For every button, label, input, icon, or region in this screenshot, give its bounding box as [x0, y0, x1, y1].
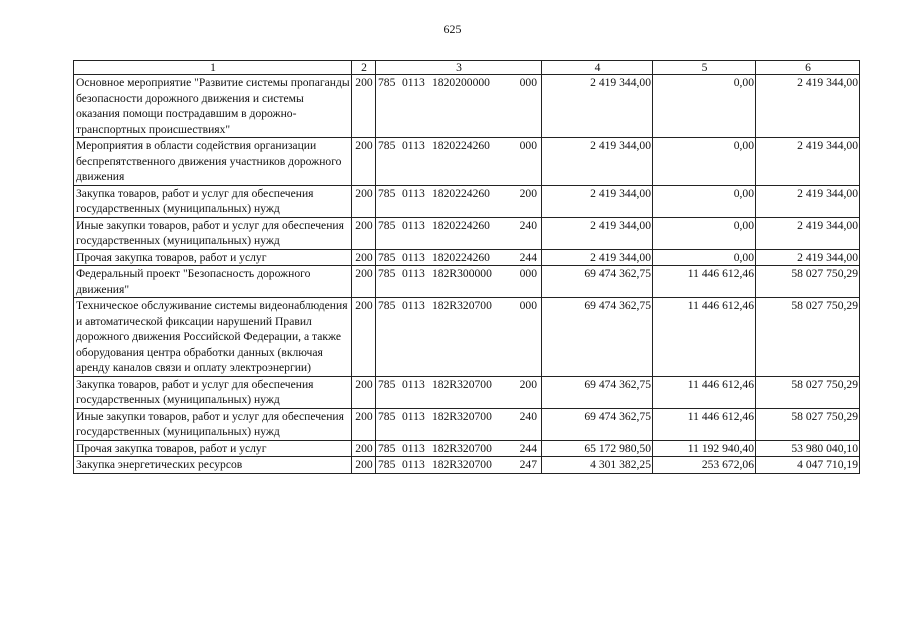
table-row: [74, 408, 860, 440]
row-amount-col6: 58 027 750,29: [756, 298, 860, 377]
table-row: [74, 138, 860, 186]
row-amount-col4: 65 172 980,50: [542, 440, 653, 457]
row-grbs: 200: [352, 138, 376, 186]
code-ved: 785: [378, 267, 396, 280]
code-expense-type: 240: [519, 218, 537, 232]
column-header: 4: [542, 61, 653, 75]
row-amount-col4: 69 474 362,75: [542, 298, 653, 377]
row-name: Федеральный проект "Безопасность дорожного движения": [74, 266, 352, 298]
row-amount-col6: 58 027 750,29: [756, 376, 860, 408]
page-number: 625: [443, 22, 462, 36]
table-row: [74, 266, 860, 298]
table-body: [74, 75, 860, 474]
code-target-article: 182R320700: [432, 377, 492, 391]
code-target-article: 182R300000: [432, 267, 492, 280]
row-amount-col4: 4 301 382,25: [542, 457, 653, 474]
code-target-article: 182R320700: [432, 299, 492, 312]
code-expense-type: 000: [519, 299, 537, 312]
row-name: Закупка энергетических ресурсов: [74, 457, 352, 474]
code-expense-type: 200: [519, 377, 537, 391]
row-name: Мероприятия в области содействия организации беспрепятственного движения участников дорожного движения: [74, 138, 352, 186]
row-amount-col5: 0,00: [653, 185, 756, 217]
code-section: 0113: [402, 76, 425, 89]
row-grbs: 200: [352, 457, 376, 474]
row-name: Основное мероприятие "Развитие системы пропаганды безопасности дорожного движения и системы оказания помощи пострадавшим в дорожно-транспортных происшествиях": [74, 75, 352, 138]
row-name: Иные закупки товаров, работ и услуг для обеспечения государственных (муниципальных) нужд: [74, 217, 352, 249]
table-row: [74, 298, 860, 377]
row-amount-col4: 69 474 362,75: [542, 376, 653, 408]
code-section: 0113: [402, 250, 425, 264]
row-amount-col6: 2 419 344,00: [756, 75, 860, 138]
row-classification-code: [376, 185, 542, 217]
code-ved: 785: [378, 377, 396, 391]
row-grbs: 200: [352, 376, 376, 408]
row-amount-col6: 2 419 344,00: [756, 217, 860, 249]
code-target-article: 1820224260: [432, 139, 490, 152]
table-row: [74, 457, 860, 474]
code-ved: 785: [378, 409, 396, 423]
code-expense-type: 000: [519, 267, 537, 280]
budget-table: [73, 60, 860, 474]
row-classification-code: [376, 298, 542, 377]
code-section: 0113: [402, 139, 425, 152]
row-amount-col6: 58 027 750,29: [756, 266, 860, 298]
row-amount-col6: 2 419 344,00: [756, 185, 860, 217]
row-amount-col4: 2 419 344,00: [542, 75, 653, 138]
table-row: [74, 440, 860, 457]
code-section: 0113: [402, 441, 425, 455]
row-amount-col6: 2 419 344,00: [756, 249, 860, 266]
row-classification-code: [376, 138, 542, 186]
row-amount-col6: 58 027 750,29: [756, 408, 860, 440]
code-target-article: 1820224260: [432, 218, 490, 232]
table-row: [74, 249, 860, 266]
row-amount-col4: 69 474 362,75: [542, 266, 653, 298]
code-expense-type: 240: [519, 409, 537, 423]
row-amount-col5: 11 192 940,40: [653, 440, 756, 457]
code-expense-type: 244: [519, 250, 537, 264]
row-amount-col6: 53 980 040,10: [756, 440, 860, 457]
row-amount-col6: 4 047 710,19: [756, 457, 860, 474]
row-grbs: 200: [352, 249, 376, 266]
code-expense-type: 000: [519, 76, 537, 89]
code-section: 0113: [402, 458, 425, 471]
code-expense-type: 247: [519, 458, 537, 471]
row-grbs: 200: [352, 266, 376, 298]
code-expense-type: 244: [519, 441, 537, 455]
row-amount-col5: 11 446 612,46: [653, 408, 756, 440]
code-ved: 785: [378, 186, 396, 200]
row-name: Закупка товаров, работ и услуг для обеспечения государственных (муниципальных) нужд: [74, 376, 352, 408]
code-target-article: 182R320700: [432, 458, 492, 471]
row-amount-col4: 2 419 344,00: [542, 185, 653, 217]
code-ved: 785: [378, 76, 396, 89]
table-row: [74, 217, 860, 249]
row-classification-code: [376, 75, 542, 138]
row-amount-col5: 253 672,06: [653, 457, 756, 474]
row-amount-col5: 11 446 612,46: [653, 266, 756, 298]
code-target-article: 1820224260: [432, 250, 490, 264]
row-name: Иные закупки товаров, работ и услуг для обеспечения государственных (муниципальных) нужд: [74, 408, 352, 440]
row-grbs: 200: [352, 408, 376, 440]
code-expense-type: 200: [519, 186, 537, 200]
code-ved: 785: [378, 139, 396, 152]
code-section: 0113: [402, 186, 425, 200]
column-header: 2: [352, 61, 376, 75]
row-amount-col5: 0,00: [653, 249, 756, 266]
code-ved: 785: [378, 218, 396, 232]
code-target-article: 1820224260: [432, 186, 490, 200]
code-section: 0113: [402, 267, 425, 280]
row-grbs: 200: [352, 440, 376, 457]
row-amount-col5: 0,00: [653, 138, 756, 186]
code-target-article: 1820200000: [432, 76, 490, 89]
row-classification-code: [376, 376, 542, 408]
row-classification-code: [376, 457, 542, 474]
row-grbs: 200: [352, 217, 376, 249]
code-section: 0113: [402, 409, 425, 423]
row-name: Закупка товаров, работ и услуг для обеспечения государственных (муниципальных) нужд: [74, 185, 352, 217]
row-amount-col5: 0,00: [653, 75, 756, 138]
code-section: 0113: [402, 377, 425, 391]
row-classification-code: [376, 249, 542, 266]
code-ved: 785: [378, 458, 396, 471]
code-section: 0113: [402, 218, 425, 232]
column-header: 3: [376, 61, 542, 75]
row-amount-col5: 11 446 612,46: [653, 376, 756, 408]
code-ved: 785: [378, 250, 396, 264]
row-amount-col4: 2 419 344,00: [542, 249, 653, 266]
code-section: 0113: [402, 299, 425, 312]
row-name: Техническое обслуживание системы видеонаблюдения и автоматической фиксации нарушений Правил дорожного движения Российской Федерации, а также оборудования центра обработки данных (включая аренду каналов связи и оплату электроэнергии): [74, 298, 352, 377]
code-ved: 785: [378, 441, 396, 455]
row-amount-col4: 2 419 344,00: [542, 217, 653, 249]
row-name: Прочая закупка товаров, работ и услуг: [74, 249, 352, 266]
column-header: 1: [74, 61, 352, 75]
table-header-row: [74, 61, 860, 75]
row-amount-col4: 2 419 344,00: [542, 138, 653, 186]
code-ved: 785: [378, 299, 396, 312]
row-amount-col6: 2 419 344,00: [756, 138, 860, 186]
table-row: [74, 376, 860, 408]
row-name: Прочая закупка товаров, работ и услуг: [74, 440, 352, 457]
row-classification-code: [376, 408, 542, 440]
row-classification-code: [376, 440, 542, 457]
code-expense-type: 000: [519, 139, 537, 152]
row-grbs: 200: [352, 298, 376, 377]
row-classification-code: [376, 217, 542, 249]
table-row: [74, 75, 860, 138]
row-classification-code: [376, 266, 542, 298]
code-target-article: 182R320700: [432, 409, 492, 423]
column-header: 6: [756, 61, 860, 75]
row-amount-col5: 0,00: [653, 217, 756, 249]
table-row: [74, 185, 860, 217]
row-grbs: 200: [352, 185, 376, 217]
row-amount-col4: 69 474 362,75: [542, 408, 653, 440]
code-target-article: 182R320700: [432, 441, 492, 455]
row-grbs: 200: [352, 75, 376, 138]
row-amount-col5: 11 446 612,46: [653, 298, 756, 377]
column-header: 5: [653, 61, 756, 75]
